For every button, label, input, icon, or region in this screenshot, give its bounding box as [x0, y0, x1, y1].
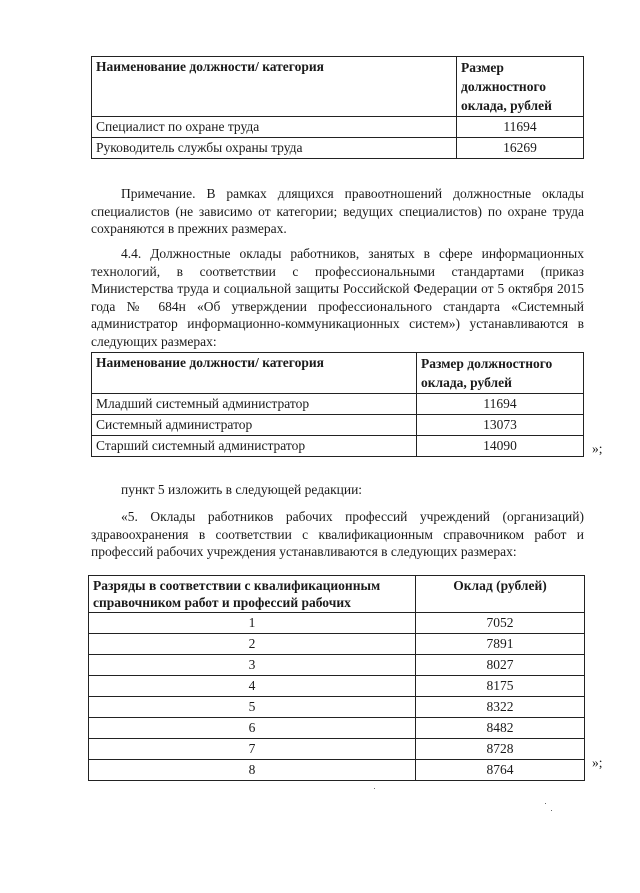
cell-grade: 2 [89, 634, 416, 655]
cell-salary: 8322 [416, 697, 585, 718]
paragraph-4-4: 4.4. Должностные оклады работников, занятых в сфере информационных технологий, в соответствии с профессиональными стандартами (приказ Министерства труда и социальной защиты Российской Федерации от 5 октября 2015 года № 684н «Об утверждении профессионального стандарта «Системный администратор информационно-коммуникационных систем») устанавливаются в следующих размерах: [91, 246, 584, 349]
table-row [89, 676, 585, 697]
table-row [92, 138, 584, 159]
table-row [89, 739, 585, 760]
cell-position: Руководитель службы охраны труда [92, 138, 457, 159]
salary-table-workers [88, 575, 585, 781]
salary-table-it [91, 352, 584, 457]
table-header-row [92, 57, 584, 117]
cell-grade: 8 [89, 760, 416, 781]
cell-salary: 8764 [416, 760, 585, 781]
cell-salary: 11694 [417, 394, 584, 415]
cell-salary: 14090 [417, 436, 584, 457]
salary-table-labor-safety [91, 56, 584, 159]
cell-grade: 3 [89, 655, 416, 676]
cell-grade: 1 [89, 613, 416, 634]
scan-speck [551, 810, 552, 811]
table-row [92, 436, 584, 457]
table-row [92, 117, 584, 138]
cell-position: Старший системный администратор [92, 436, 417, 457]
table-row [89, 613, 585, 634]
cell-grade: 4 [89, 676, 416, 697]
cell-salary: 7052 [416, 613, 585, 634]
paragraph-5: «5. Оклады работников рабочих профессий учреждений (организаций) здравоохранения в соответствии с квалификационным справочником работ и профессий рабочих учреждения устанавливаются в следующих размерах: [91, 509, 584, 560]
cell-salary: 16269 [457, 138, 584, 159]
column-header-salary: Размер должностного оклада, рублей [457, 57, 584, 117]
note-paragraph: Примечание. В рамках длящихся правоотношений должностные оклады специалистов (не зависимо от категории; ведущих специалистов) по охране труда сохраняются в прежних размерах. [91, 186, 584, 237]
column-header-salary: Размер должностного оклада, рублей [417, 353, 584, 394]
closing-quote-mark: »; [592, 755, 603, 770]
table-row [89, 634, 585, 655]
cell-salary: 13073 [417, 415, 584, 436]
column-header-position: Наименование должности/ категория [92, 57, 457, 117]
column-header-grade: Разряды в соответствии с квалификационным справочником работ и профессий рабочих [89, 576, 416, 613]
cell-grade: 5 [89, 697, 416, 718]
cell-salary: 8482 [416, 718, 585, 739]
cell-position: Специалист по охране труда [92, 117, 457, 138]
cell-grade: 7 [89, 739, 416, 760]
cell-grade: 6 [89, 718, 416, 739]
closing-quote-mark: »; [592, 441, 603, 456]
instruction-paragraph: пункт 5 изложить в следующей редакции: [121, 482, 363, 497]
table-row [89, 697, 585, 718]
table-row [89, 760, 585, 781]
column-header-salary: Оклад (рублей) [416, 576, 585, 613]
table-row [89, 718, 585, 739]
table-header-row [89, 576, 585, 613]
cell-position: Системный администратор [92, 415, 417, 436]
table-header-row [92, 353, 584, 394]
table-row [92, 394, 584, 415]
column-header-position: Наименование должности/ категория [92, 353, 417, 394]
table-row [92, 415, 584, 436]
cell-salary: 11694 [457, 117, 584, 138]
cell-position: Младший системный администратор [92, 394, 417, 415]
cell-salary: 8027 [416, 655, 585, 676]
cell-salary: 8728 [416, 739, 585, 760]
cell-salary: 7891 [416, 634, 585, 655]
scan-speck [545, 803, 546, 804]
table-row [89, 655, 585, 676]
scan-speck [374, 788, 375, 789]
cell-salary: 8175 [416, 676, 585, 697]
